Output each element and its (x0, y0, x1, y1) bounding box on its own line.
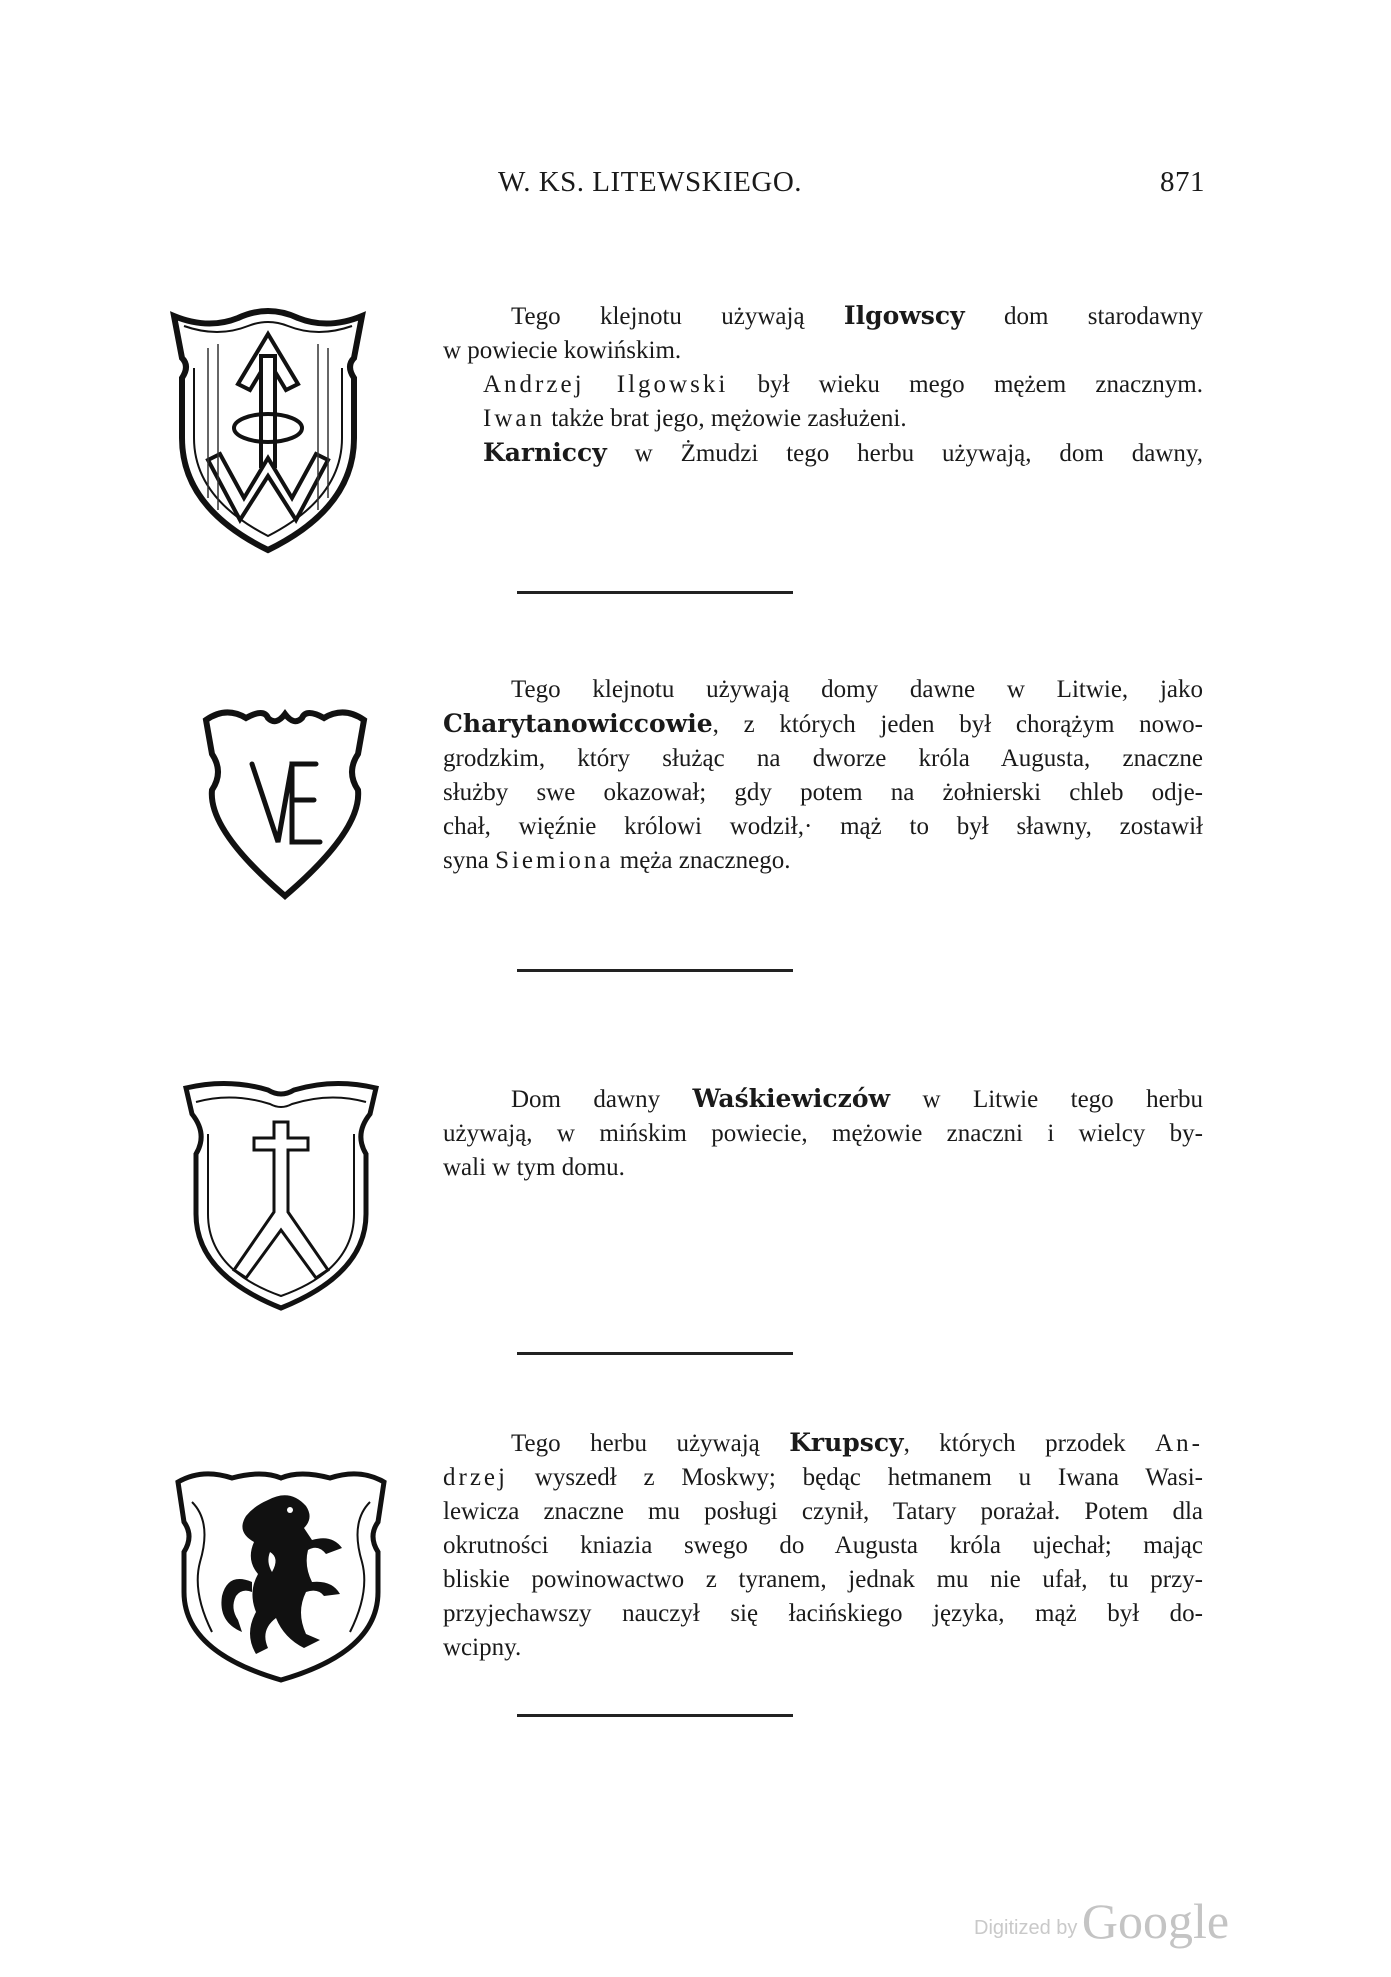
running-title: W. KS. LITEWSKIEGO. (498, 166, 803, 198)
shield-arrow-ring-icon (168, 298, 368, 556)
entry-line: Dom dawny Waśkiewiczów w Litwie tego herbu (511, 1084, 1204, 1113)
surname: Charytanowiccowie (443, 709, 713, 738)
entry-line: używają, w mińskim powiecie, mężowie znaczni i wielcy by- (443, 1120, 1203, 1147)
entry-waskiewiczow (443, 1082, 1203, 1185)
digitized-by-label: Digitized by (974, 1917, 1078, 1939)
person-name: drzej (443, 1464, 508, 1491)
entry-line: Karniccy w Żmudzi tego herbu używają, dom dawny, (483, 438, 1203, 467)
entry-line: Iwan także brat jego, mężowie zasłużeni. (483, 405, 907, 432)
section-divider (517, 1714, 793, 1717)
shield-lion-icon (172, 1462, 390, 1684)
entry-krupscy (443, 1426, 1203, 1665)
entry-line: przyjechawszy nauczył się łacińskiego języka, mąż był do- (443, 1600, 1203, 1627)
surname: Karniccy (483, 438, 607, 467)
entry-ilgowscy (443, 299, 1203, 471)
entry-line: Charytanowiccowie, z których jeden był chorążym nowo- (443, 709, 1203, 738)
entry-line: Tego klejnotu używają Ilgowscy dom starodawny (511, 301, 1204, 330)
person-name: An- (1155, 1430, 1203, 1457)
entry-line: syna Siemiona męża znacznego. (443, 847, 791, 874)
entry-charytanowiccowie (443, 673, 1203, 878)
surname: Krupscy (789, 1428, 904, 1457)
person-name: Iwan (483, 405, 545, 432)
person-name: Andrzej Ilgowski (483, 371, 729, 398)
google-logo: Google (1081, 1893, 1230, 1949)
entry-line: okrutności kniazia swego do Augusta króla ujechał; mając (443, 1532, 1203, 1559)
entry-line: grodzkim, który służąc na dworze króla Augusta, znaczne (443, 745, 1203, 772)
entry-line: drzej wyszedł z Moskwy; będąc hetmanem u Iwana Wasi- (443, 1464, 1203, 1491)
entry-line: służby swe okazował; gdy potem na żołnierski chleb odje- (443, 779, 1203, 806)
entry-line: chał, więźnie królowi wodził,· mąż to był sławny, zostawił (443, 813, 1203, 840)
entry-line: wcipny. (443, 1634, 522, 1661)
running-head (0, 166, 1391, 206)
entry-line: bliskie powinowactwo z tyranem, jednak mu nie ufał, tu przy- (443, 1566, 1203, 1593)
entry-line: Andrzej Ilgowski był wieku mego mężem znacznym. (483, 371, 1203, 398)
section-divider (517, 969, 793, 972)
shield-cross-icon (178, 1074, 384, 1314)
entry-line: lewicza znaczne mu posługi czynił, Tatary porażał. Potem dla (443, 1498, 1203, 1525)
person-name: Siemiona (495, 847, 614, 874)
section-divider (517, 1352, 793, 1355)
page-number: 871 (1160, 166, 1205, 198)
shield-ve-monogram-icon (196, 700, 374, 900)
surname: Ilgowscy (843, 301, 965, 330)
entry-line: Tego klejnotu używają domy dawne w Litwie, jako (511, 676, 1203, 703)
surname: Waśkiewiczów (692, 1084, 891, 1113)
digitized-watermark (974, 1892, 1230, 1949)
entry-line: Tego herbu używają Krupscy, których przodek An- (511, 1428, 1203, 1457)
entry-line: wali w tym domu. (443, 1154, 625, 1181)
section-divider (517, 591, 793, 594)
entry-line: w powiecie kowińskim. (443, 337, 682, 364)
